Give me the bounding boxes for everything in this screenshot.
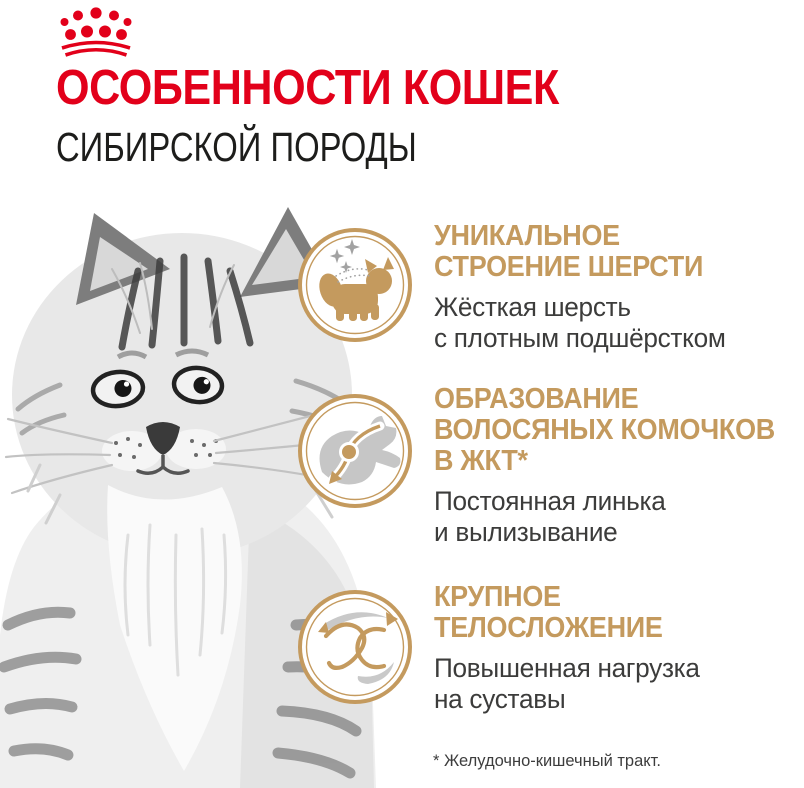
cat-coat-sparkles-icon (296, 226, 414, 344)
page-subtitle: СИБИРСКОЙ ПОРОДЫ (56, 124, 417, 170)
cat-hairball-digestive-icon (296, 392, 414, 510)
cat-eye-right (173, 366, 224, 404)
feature-coat (434, 221, 735, 354)
feature-large-body (434, 582, 708, 715)
page-title: ОСОБЕННОСТИ КОШЕК (56, 61, 559, 115)
feature-coat-title: УНИКАЛЬНОЕ СТРОЕНИЕ ШЕРСТИ (434, 220, 704, 283)
feature-coat-description: Жёсткая шерсть с плотным подшёрстком (434, 292, 726, 353)
large-body-joint-icon (296, 588, 414, 706)
feature-hairballs-description: Постоянная линька и вылизывание (434, 486, 666, 547)
hairball-dot (341, 444, 358, 461)
feature-large-body-description: Повышенная нагрузка на суставы (434, 653, 700, 714)
royal-canin-crown-logo (56, 7, 138, 57)
feature-hairballs-title: ОБРАЗОВАНИЕ ВОЛОСЯНЫХ КОМОЧКОВ В ЖКТ* (434, 383, 775, 477)
feature-hairballs (434, 384, 801, 548)
footnote: * Желудочно-кишечный тракт. (433, 751, 661, 770)
feature-large-body-title: КРУПНОЕ ТЕЛОСЛОЖЕНИЕ (434, 581, 663, 644)
